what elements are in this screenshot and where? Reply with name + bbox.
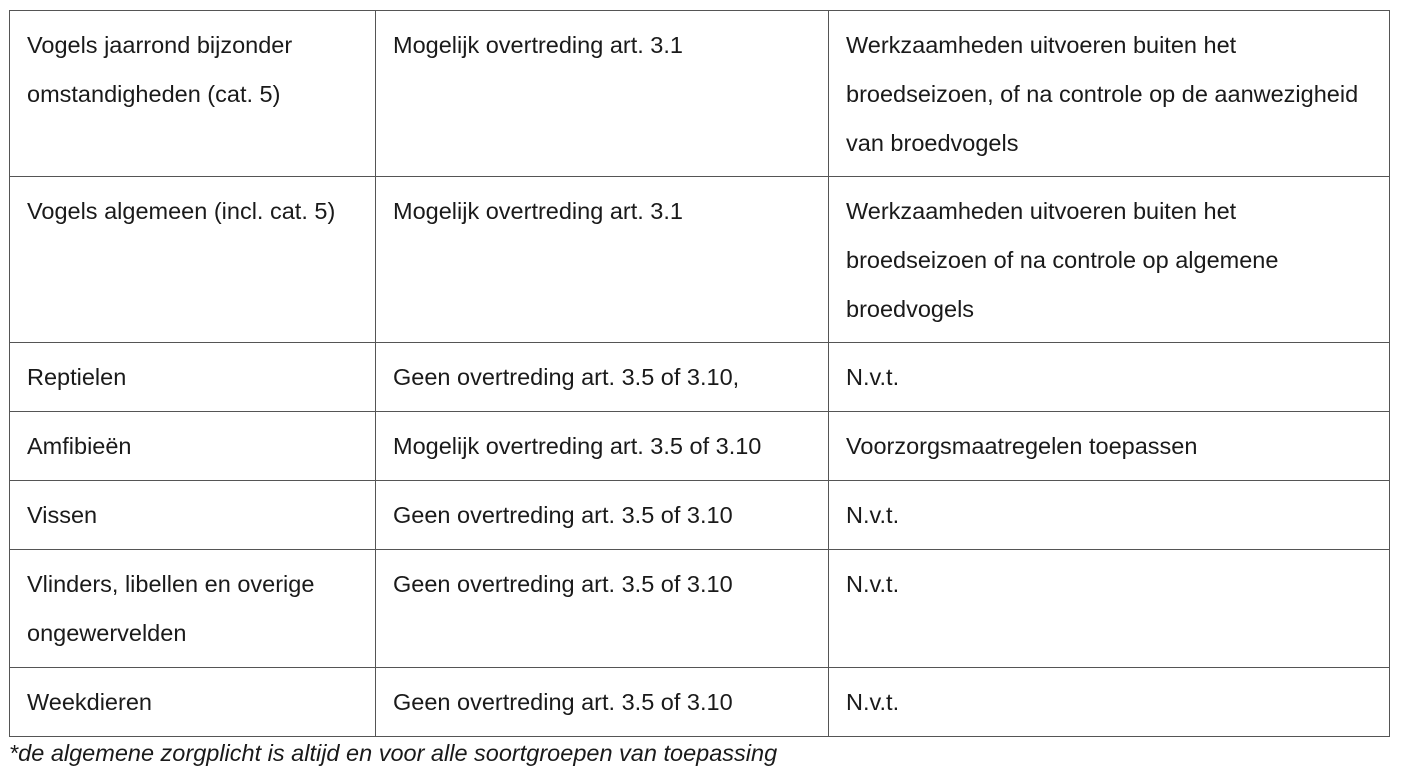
violation-cell: Geen overtreding art. 3.5 of 3.10 [376,668,829,737]
species-table-container [9,10,1389,737]
table-row [10,668,1390,737]
species-group-cell: Vissen [10,481,376,550]
table-row [10,412,1390,481]
measure-cell: Werkzaamheden uitvoeren buiten het broedseizoen, of na controle op de aanwezigheid van broedvogels [829,11,1390,177]
table-row [10,481,1390,550]
species-group-cell: Amfibieën [10,412,376,481]
violation-cell: Mogelijk overtreding art. 3.1 [376,11,829,177]
table-row [10,550,1390,668]
violation-cell: Mogelijk overtreding art. 3.5 of 3.10 [376,412,829,481]
measure-cell: N.v.t. [829,668,1390,737]
measure-cell: N.v.t. [829,343,1390,412]
footnote: *de algemene zorgplicht is altijd en voor alle soortgroepen van toepassing [9,740,778,766]
species-group-cell: Vlinders, libellen en overige ongewervelden [10,550,376,668]
violation-cell: Geen overtreding art. 3.5 of 3.10 [376,550,829,668]
species-group-cell: Reptielen [10,343,376,412]
measure-cell: N.v.t. [829,550,1390,668]
violation-cell: Mogelijk overtreding art. 3.1 [376,177,829,343]
species-group-cell: Vogels algemeen (incl. cat. 5) [10,177,376,343]
table-row [10,343,1390,412]
violation-cell: Geen overtreding art. 3.5 of 3.10 [376,481,829,550]
table-row [10,11,1390,177]
table-row [10,177,1390,343]
species-group-cell: Vogels jaarrond bijzonder omstandigheden (cat. 5) [10,11,376,177]
violation-cell: Geen overtreding art. 3.5 of 3.10, [376,343,829,412]
measure-cell: Voorzorgsmaatregelen toepassen [829,412,1390,481]
measure-cell: Werkzaamheden uitvoeren buiten het broedseizoen of na controle op algemene broedvogels [829,177,1390,343]
measure-cell: N.v.t. [829,481,1390,550]
species-group-cell: Weekdieren [10,668,376,737]
species-table [9,10,1390,737]
